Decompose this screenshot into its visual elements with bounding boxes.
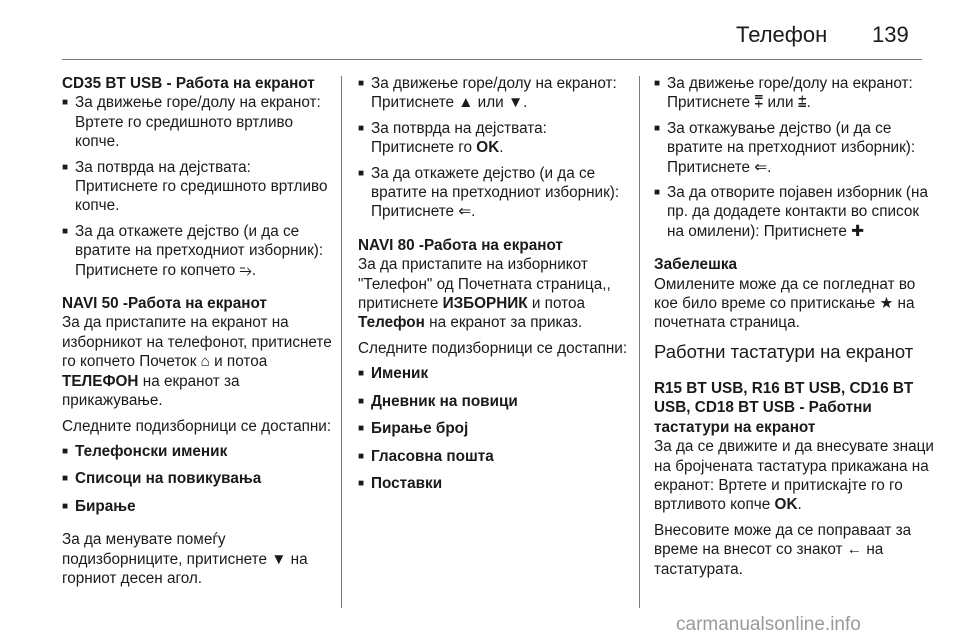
column-divider (341, 76, 342, 608)
page-number: 139 (872, 22, 909, 47)
navi80-list (358, 364, 628, 493)
navi80-paragraph: За да пристапите на изборникот "Телефон" од Почетната страница,, притиснете ИЗБОРНИК и потоа Телефон на екранот за приказ. (358, 256, 611, 332)
watermark: carmanualsonline.info (676, 614, 861, 635)
note-heading: Забелешка (654, 256, 737, 274)
list-item: ■ Дневник на повици (358, 392, 628, 411)
list-item: ■ За откажување дејство (и да се вратите на претходниот изборник): Притиснете ⇐. (654, 119, 934, 177)
column-left (62, 74, 334, 594)
navi80-follow: Следните подизборници се достапни: (358, 339, 628, 357)
col2-list (358, 74, 628, 222)
list-item: ■ Поставки (358, 474, 628, 493)
list-item: ■ Гласовна пошта (358, 447, 628, 466)
column-middle (358, 74, 628, 507)
header-divider (62, 59, 922, 60)
list-item: ■ За да откажете дејство (и да се вратите на претходниот изборник): Притиснете го копчето ⥱. (62, 222, 334, 280)
note-text: Омилените може да се погледнат во кое било време со притискање ★ на почетната страница. (654, 275, 916, 332)
list-item: ■ За потврда на дејствата: Притиснете го средишното вртливо копче. (62, 158, 334, 216)
cd35-list (62, 93, 334, 280)
list-item: ■ Именик (358, 364, 628, 383)
navi50-change: За да менувате помеѓу подизборниците, притиснете ▼ на горниот десен агол. (62, 531, 308, 587)
chapter-title: Телефон (736, 22, 828, 47)
list-item: ■ Телефонски именик (62, 442, 334, 461)
list-item: ■ Бирање број (358, 419, 628, 438)
navi50-heading: NAVI 50 -Работа на екранот (62, 295, 267, 313)
keyboard-heading: R15 BT USB, R16 BT USB, CD16 BT USB, CD18 BT USB - Работни тастатури на екранот (654, 379, 914, 436)
keyboard-paragraph: За да се движите и да внесувате знаци на бројчената тастатура прикажана на екранот: Вртете и притискајте го го вртливото копче OK. (654, 438, 934, 514)
page-header (0, 0, 960, 62)
list-item: ■ Списоци на повикувања (62, 469, 334, 488)
list-item: ■ Бирање (62, 497, 334, 516)
home-icon: ⌂ (200, 353, 210, 371)
list-item: ■ За движење горе/долу на екранот: Притиснете ⩱ или ⩲. (654, 74, 934, 113)
navi50-follow: Следните подизборници се достапни: (62, 417, 332, 435)
cd35-heading: CD35 BT USB - Работа на екранот (62, 75, 315, 92)
column-divider (639, 76, 640, 608)
section-title: Работни тастатури на екранот (654, 340, 914, 362)
list-item: ■ За да откажете дејство (и да се вратите на претходниот изборник): Притиснете ⇐. (358, 164, 628, 222)
navi80-heading: NAVI 80 -Работа на екранот (358, 236, 563, 254)
navi50-list (62, 442, 334, 516)
list-item: ■ За движење горе/долу на екранот: Притиснете ▲ или ▼. (358, 74, 628, 113)
list-item: ■ За потврда на дејствата: Притиснете го OK. (358, 119, 628, 158)
col3-list (654, 74, 934, 241)
list-item: ■ За да отворите појавен изборник (на пр. да додадете контакти во список на омилени): Притиснете ✚ (654, 183, 934, 241)
list-item: ■ За движење горе/долу на екранот: Вртете го средишното вртливо копче. (62, 93, 334, 151)
column-right (654, 74, 934, 585)
keyboard-correction: Внесовите може да се поправаат за време на внесот со знакот ← на тастатурата. (654, 521, 912, 578)
navi50-paragraph: За да пристапите на екранот на изборникот на телефонот, притиснете го копчето Почеток ⌂ и потоа ТЕЛЕФОН на екранот за прикажување. (62, 314, 332, 410)
